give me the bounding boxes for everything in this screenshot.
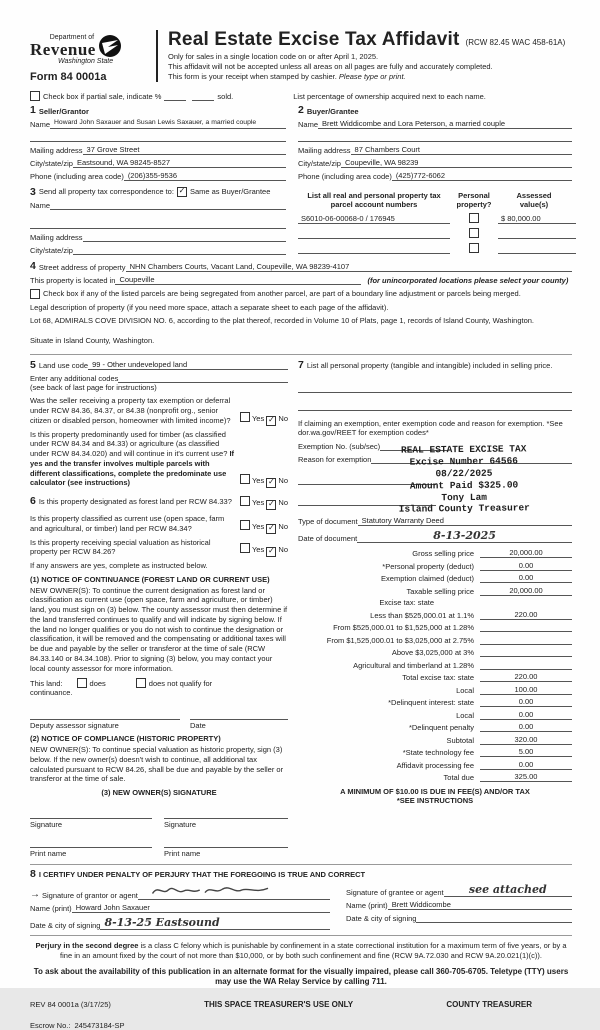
fee-value: 0.00 bbox=[480, 697, 572, 707]
grantor-name-print-value: Howard John Saxauer bbox=[72, 903, 330, 913]
correspondence-name-label: Name bbox=[30, 201, 51, 210]
section3-label: Send all property tax correspondence to: bbox=[38, 187, 174, 197]
grantor-signature-label: Signature of grantor or agent bbox=[42, 891, 138, 901]
revenue-logo-block bbox=[30, 30, 150, 83]
seller-city-value: Eastsound, WA 98245-8527 bbox=[73, 158, 286, 168]
notice-compliance-text: NEW OWNER(S): To continue special valuation as historic property, sign (3) below. If the new owner(s) doesn't wish to continue, all additional tax calculated pursuant to RCW 84.26, shall be due and payable by the seller or transferor at the time of sale. bbox=[30, 745, 284, 784]
header-note-3: This form is your receipt when stamped by cashier. Please type or print. bbox=[168, 72, 406, 82]
grantor-datecity-label: Date & city of signing bbox=[30, 921, 101, 931]
correspondence-mailing-label: Mailing address bbox=[30, 233, 83, 242]
predominate-use-note: If yes and the transfer involves multiple parcels with different classifications, complete the predominate use calculator (see instructions) bbox=[30, 449, 235, 488]
exemption-code-note: If claiming an exemption, enter exemption code and reason for exemption. *See dor.wa.gov/REET for exemption codes* bbox=[298, 418, 563, 438]
fee-value: 220.00 bbox=[480, 672, 572, 682]
fee-value: 0.00 bbox=[480, 710, 572, 720]
continuance-label: continuance. bbox=[30, 688, 73, 698]
buyer-phone-value: (425)772-6062 bbox=[392, 171, 572, 181]
personal-property-label: List all personal property (tangible and intangible) included in selling price. bbox=[306, 360, 553, 370]
unincorporated-note: (for unincorporated locations please select your county) bbox=[367, 275, 569, 285]
logo-revenue-text: Revenue bbox=[30, 40, 96, 59]
header-note-2: This affidavit will not be accepted unless all areas on all pages are fully and accurately completed. bbox=[168, 62, 493, 72]
fee-value bbox=[480, 598, 572, 607]
parcel-row bbox=[298, 228, 576, 239]
seller-city-label: City/state/zip bbox=[30, 158, 73, 168]
segregated-checkbox[interactable] bbox=[30, 289, 40, 299]
revenue-logo-icon bbox=[98, 34, 122, 58]
land-use-code-label: Land use code bbox=[38, 361, 89, 371]
buyer-name-blank-line bbox=[298, 132, 572, 142]
checkbox-check-icon: ✓ bbox=[267, 546, 275, 555]
q4-yes-checkbox[interactable] bbox=[240, 520, 250, 530]
does-not-label: does not qualify for bbox=[148, 679, 213, 689]
section5-number: 5 bbox=[30, 358, 36, 371]
correspondence-mailing-field bbox=[83, 232, 286, 242]
section8-number: 8 bbox=[30, 867, 36, 880]
seller-name-label: Name bbox=[30, 119, 51, 129]
ownership-note: List percentage of ownership acquired next to each name. bbox=[293, 92, 486, 101]
certify-statement: I CERTIFY UNDER PENALTY OF PERJURY THAT THE FOREGOING IS TRUE AND CORRECT bbox=[38, 870, 366, 880]
seller-mailing-label: Mailing address bbox=[30, 145, 83, 155]
additional-codes-label: Enter any additional codes bbox=[30, 374, 119, 384]
land-use-code-value: 99 - Other undeveloped land bbox=[88, 360, 288, 370]
type-of-document-label: Type of document bbox=[298, 517, 358, 526]
section1-title: Seller/Grantor bbox=[38, 106, 89, 116]
grantor-datecity-value: 8-13-25 Eastsound bbox=[100, 916, 330, 930]
grantee-datecity-label: Date & city of signing bbox=[346, 914, 417, 924]
parcel-col-header: List all real and personal property tax parcel account numbers bbox=[307, 190, 441, 209]
seller-phone-value: (206)355-9536 bbox=[124, 171, 286, 181]
assessed-value: $ 80,000.00 bbox=[498, 214, 576, 224]
buyer-name-value: Brett Widdicombe and Lora Peterson, a married couple bbox=[318, 119, 572, 129]
personal-property-field-1 bbox=[298, 383, 572, 393]
new-owners-signature-title: (3) NEW OWNER(S) SIGNATURE bbox=[101, 788, 217, 797]
escrow-label: Escrow No.: bbox=[30, 1021, 71, 1030]
parcel-row bbox=[298, 243, 576, 254]
fee-value: 20,000.00 bbox=[480, 548, 572, 558]
assessed-value-field bbox=[498, 229, 576, 239]
personal-property-col-header: Personal property? bbox=[456, 190, 492, 209]
q1-yes-checkbox[interactable] bbox=[240, 412, 250, 422]
q1-no-checkbox[interactable] bbox=[266, 416, 276, 426]
section-seller bbox=[30, 105, 286, 181]
header-note-1: Only for sales in a single location code on or after April 1, 2025. bbox=[168, 52, 379, 61]
same-as-buyer-label: Same as Buyer/Grantee bbox=[189, 187, 271, 197]
grantor-signature-scrawl bbox=[142, 883, 282, 897]
personal-property-checkbox-1[interactable] bbox=[469, 213, 479, 223]
fee-value bbox=[480, 635, 572, 645]
q4-no-checkbox[interactable] bbox=[266, 524, 276, 534]
does-label: does bbox=[89, 679, 106, 689]
section7-number: 7 bbox=[298, 358, 304, 371]
checkbox-check-icon: ✓ bbox=[178, 185, 186, 195]
q5-yes-checkbox[interactable] bbox=[240, 543, 250, 553]
section-land-use: 5 Land use code 99 - Other undeveloped land Enter any additional codes (see back of last page for instructions) Was the seller receiving a property tax exemption or deferral under RCW 84.36, 84.37, or 84.38 (nonprofit org., senior citizen or disabled person, homeowner with limited income)? Yes ✓ No Is this property predominantly used for timber (as classified under RCW 84.34 and 84.33) or agriculture (as classified under RCW 84.34.020) and will continue in it's current use? If yes and the transfer involves multiple parcels with different classifications, complete the predominate use calculator (see instructions) Yes ✓ No bbox=[30, 358, 288, 488]
parcel-number-field bbox=[298, 244, 450, 254]
rev-number: REV 84 0001a (3/17/25) bbox=[30, 1000, 111, 1010]
new-owner-print-field-1 bbox=[30, 837, 152, 848]
seller-phone-label: Phone (including area code) bbox=[30, 171, 124, 181]
partial-sale-label: Check box if partial sale, indicate % bbox=[43, 92, 162, 101]
q2-yes-checkbox[interactable] bbox=[240, 474, 250, 484]
grantor-signature-field bbox=[138, 883, 330, 900]
q3-no-checkbox[interactable] bbox=[266, 500, 276, 510]
date-of-document-label: Date of document bbox=[298, 534, 358, 543]
fee-value bbox=[480, 660, 572, 670]
section3-number: 3 bbox=[30, 185, 36, 198]
alt-format-note: To ask about the availability of this publication in an alternate format for the visually impaired, please call 360-705-6705. Teletype (TTY) users may use the WA Relay Service by calling 711. bbox=[33, 966, 569, 987]
q5-no-checkbox[interactable] bbox=[266, 547, 276, 557]
see-back-note: (see back of last page for instructions) bbox=[30, 383, 157, 393]
section-tax-correspondence bbox=[30, 187, 286, 256]
assessed-value-col-header: Assessed value(s) bbox=[516, 190, 552, 209]
new-owner-signature-field-2 bbox=[164, 808, 288, 819]
fee-value: 0.00 bbox=[480, 760, 572, 770]
exemption-no-label: Exemption No. (sub/sec) bbox=[298, 442, 381, 451]
treasurer-use-only-label: THIS SPACE TREASURER'S USE ONLY bbox=[204, 1000, 354, 1010]
partial-sale-checkbox[interactable] bbox=[30, 91, 40, 101]
grantee-signature-label: Signature of grantee or agent bbox=[346, 888, 444, 898]
correspondence-city-field bbox=[73, 245, 286, 255]
street-address-label: Street address of property bbox=[38, 262, 126, 272]
new-owner-print-field-2 bbox=[164, 837, 288, 848]
fee-value: 325.00 bbox=[480, 772, 572, 782]
legal-description-label: Legal description of property (if you need more space, attach a separate sheet to each page of the affidavit). bbox=[30, 302, 389, 312]
street-address-value: NHN Chambers Courts, Vacant Land, Coupeville, WA 98239-4107 bbox=[126, 262, 572, 272]
checkbox-check-icon: ✓ bbox=[267, 477, 275, 486]
deputy-date-field bbox=[190, 709, 288, 720]
located-in-blank bbox=[213, 275, 361, 285]
buyer-phone-label: Phone (including area code) bbox=[298, 171, 392, 181]
timber-question: Is this property predominantly used for timber (as classified under RCW 84.34 and 84.33) or agriculture (as classified under RCW 84.34.020) and will continue in it's current use? bbox=[30, 429, 228, 458]
partial-sold-label: sold. bbox=[217, 92, 234, 101]
form-header bbox=[30, 30, 572, 83]
signature-label: Signature bbox=[164, 819, 197, 829]
notice-compliance-title: (2) NOTICE OF COMPLIANCE (HISTORIC PROPERTY) bbox=[30, 734, 221, 744]
section-classifications: 6 Is this property designated as forest land per RCW 84.33? Yes ✓ No Is this property classified as current use (open space, farm and agricultural, or timber) land per RCW 84.34? Yes ✓ No Is this property receiving special valuation as historical property per RCW 84.26? Yes ✓ No If any answers are yes, complete as instructed below. (1) NOTICE OF CONTINUANCE (FOREST LAND OR CURRENT USE) NEW OWNER(S): To continue the current designation as forest land or classification as current use (open space, farm and agriculture, or timber) land, you must sign on (3) below. The county assessor must then determine if the land transferred continues to qualify and will indicate by signing below. If the land no longer qualifies or you do not wish to continue the designation or classification, it will be removed and the compensating or additional taxes will be due and payable by the seller or transferor at the time of sale (RCW 84.33.140 or 84.34.108). Prior to signing (3) below, you may contact your local county assessor for more information. This land: does does not qualify for continuance. Deputy assessor signature Date (2) NOTICE OF COMPLIANCE (HISTORIC PROPERTY) NEW OWNER(S): To continue special valuation as historic property, sign (3) below. If the new owner(s) doesn't wish to continue, all additional tax calculated pursuant to RCW 84.26, shall be due and payable by the seller or transferor at the time of sale. (3) NEW OWNER(S) SIGNATURE Signature Signature Print name Print name bbox=[30, 495, 288, 858]
forest-land-question: Is this property designated as forest land per RCW 84.33? bbox=[38, 497, 232, 506]
perjury-note-bold: Perjury in the second degree bbox=[35, 941, 139, 951]
current-use-question: Is this property classified as current use (open space, farm and agricultural, or timber) land per RCW 84.34? bbox=[30, 514, 225, 533]
deputy-date-label: Date bbox=[190, 721, 206, 731]
segregated-label: Check box if any of the listed parcels are being segregated from another parcel, are part of a boundary line adjustment or parcels being merged. bbox=[43, 288, 521, 298]
section1-number: 1 bbox=[30, 104, 36, 116]
partial-percent-field-2 bbox=[192, 91, 214, 101]
fee-value: 0.00 bbox=[480, 722, 572, 732]
fee-table: Gross selling price 20,000.00 *Personal property (deduct) 0.00 Exemption claimed (deduct) 0.00 Taxable selling price 20,000.00 Excise tax: state Less than $525,000.01 at 1.1% 220.00 From $525,000.01 to $1,525,000 at 1.28% From $1,525,000.01 to $3,025,000 at 2.75% Above $3,025,000 at 3% Agricultural and timberland at 1.28% Total excise tax: state 220.00 Local 100.00 *Delinquent interest: state 0.00 Local 0.00 *Delinquent penalty 0.00 Subtotal 320.00 *State technology fee 5.00 Affidavit processing fee 0.00 Total due 325.00 bbox=[298, 548, 572, 782]
grantee-datecity-field bbox=[416, 913, 572, 923]
legal-description-text: Lot 68, ADMIRALS COVE DIVISION NO. 6, according to the plat thereof, recorded in Volume 10 of Plats, page 1, records of Island County, Washington. bbox=[30, 316, 535, 326]
perjury-note: is a class C felony which is punishable by confinement in a state correctional institution for a maximum term of five years, or by a fine in an amount fixed by the court of not more than $10,000, or by both such confinement and fine (RCW 9A.72.030 and RCW 9A.20.021(1)(c)). bbox=[60, 941, 567, 961]
logo-dept-text: Department of bbox=[49, 34, 95, 41]
fee-value: 220.00 bbox=[480, 610, 572, 620]
does-checkbox[interactable] bbox=[77, 678, 87, 688]
located-in-label: This property is located in bbox=[30, 275, 116, 285]
parcel-table bbox=[298, 187, 576, 256]
correspondence-city-label: City/state/zip bbox=[30, 246, 73, 255]
logo-state-text: Washington State bbox=[58, 58, 114, 65]
treasurer-stamp: REAL ESTATE EXCISE TAX Excise Number 64566 08/22/2025 Amount Paid $325.00 Tony Lam Island County Treasurer bbox=[398, 443, 530, 515]
form-number: Form 84 0001a bbox=[30, 71, 107, 83]
print-name-label: Print name bbox=[30, 848, 67, 858]
if-yes-note: If any answers are yes, complete as instructed below. bbox=[30, 561, 208, 570]
section2-title: Buyer/Grantee bbox=[306, 106, 359, 116]
date-of-document-value: 8-13-2025 bbox=[357, 529, 572, 543]
grantee-name-print-value: Brett Widdicombe bbox=[388, 900, 572, 910]
fee-value: 5.00 bbox=[480, 747, 572, 757]
personal-property-field-2 bbox=[298, 401, 572, 411]
section-property-address bbox=[30, 261, 572, 346]
situate-text: Situate in Island County, Washington. bbox=[30, 336, 155, 345]
grantee-name-print-label: Name (print) bbox=[346, 901, 388, 911]
reason-exemption-label: Reason for exemption bbox=[298, 455, 372, 464]
form-title: Real Estate Excise Tax Affidavit bbox=[168, 29, 460, 50]
print-name-label: Print name bbox=[164, 848, 201, 858]
fee-value: 0.00 bbox=[480, 573, 572, 583]
checkbox-check-icon: ✓ bbox=[267, 522, 275, 532]
fee-value: 320.00 bbox=[480, 735, 572, 745]
fee-value: 100.00 bbox=[480, 685, 572, 695]
section4-number: 4 bbox=[30, 260, 36, 272]
notice-continuance-title: (1) NOTICE OF CONTINUANCE (FOREST LAND OR CURRENT USE) bbox=[30, 574, 270, 584]
fee-value: 20,000.00 bbox=[480, 586, 572, 596]
type-of-document-value: Statutory Warranty Deed bbox=[358, 516, 572, 526]
see-instructions-note: *SEE INSTRUCTIONS bbox=[396, 796, 474, 805]
arrow-icon: → bbox=[30, 889, 40, 901]
partial-percent-field-1 bbox=[164, 91, 186, 101]
checkbox-check-icon: ✓ bbox=[267, 499, 275, 508]
section-personal-property-fees bbox=[298, 360, 572, 858]
located-in-value: Coupeville bbox=[115, 275, 213, 285]
section6-number: 6 bbox=[30, 495, 36, 507]
fee-value bbox=[480, 647, 572, 657]
signature-label: Signature bbox=[30, 819, 63, 829]
seller-name-value: Howard John Saxauer and Susan Lewis Saxauer, a married couple bbox=[50, 119, 286, 129]
fee-value: 0.00 bbox=[480, 561, 572, 571]
personal-property-checkbox-2[interactable] bbox=[469, 228, 479, 238]
buyer-mailing-label: Mailing address bbox=[298, 145, 351, 155]
type-or-print-note: Please type or print. bbox=[338, 72, 406, 82]
new-owner-signature-field-1 bbox=[30, 808, 152, 819]
section-buyer bbox=[298, 105, 572, 181]
escrow-value: 245473184-SP bbox=[74, 1021, 125, 1030]
q2-no-checkbox[interactable] bbox=[266, 478, 276, 488]
buyer-city-value: Coupeville, WA 98239 bbox=[341, 158, 572, 168]
q3-yes-checkbox[interactable] bbox=[240, 496, 250, 506]
form-rcw-reference: (RCW 82.45 WAC 458-61A) bbox=[465, 38, 566, 47]
buyer-name-label: Name bbox=[298, 119, 319, 129]
minimum-due-note: A MINIMUM OF $10.00 IS DUE IN FEE(S) AND/OR TAX bbox=[340, 787, 530, 796]
county-treasurer-label: COUNTY TREASURER bbox=[446, 1000, 532, 1010]
grantee-signature-value: see attached bbox=[444, 883, 572, 897]
seller-mailing-value: 37 Grove Street bbox=[83, 145, 286, 155]
additional-codes-field bbox=[118, 373, 288, 383]
parcel-number-value: S6010-06-00068-0 / 176945 bbox=[298, 214, 450, 224]
grantor-name-print-label: Name (print) bbox=[30, 904, 72, 914]
notice-continuance-text: NEW OWNER(S): To continue the current designation as forest land or classification as current use (open space, farm and agriculture, or timber) land, you must sign on (3) below. The county assessor must then determine if the land transferred continues to qualify and will indicate by signing below. If the land no longer qualifies or you do not wish to continue the designation or classification, it will be removed and the compensating or additional taxes will be due and payable by the seller or transferor at the time of sale (RCW 84.33.140 or 84.34.108). Prior to signing (3) below, you may contact your local county assessor for more information. bbox=[30, 585, 288, 673]
this-land-label: This land: bbox=[30, 679, 63, 689]
exemption-deferral-question: Was the seller receiving a property tax exemption or deferral under RCW 84.36, 84.37, or 84.38 (nonprofit org., senior citizen or disabled person, homeowner with limited income)? bbox=[30, 396, 231, 425]
section2-number: 2 bbox=[298, 104, 304, 116]
correspondence-name-field bbox=[50, 200, 286, 210]
parcel-row bbox=[298, 213, 576, 224]
buyer-mailing-value: 87 Chambers Court bbox=[351, 145, 572, 155]
buyer-city-label: City/state/zip bbox=[298, 158, 341, 168]
section-certification bbox=[30, 864, 572, 931]
historical-question: Is this property receiving special valuation as historical property per RCW 84.26? bbox=[30, 537, 211, 557]
assessed-value-field bbox=[498, 244, 576, 254]
deputy-assessor-signature-field bbox=[30, 709, 180, 720]
personal-property-checkbox-3[interactable] bbox=[469, 243, 479, 253]
does-not-checkbox[interactable] bbox=[136, 678, 146, 688]
seller-name-blank-line bbox=[30, 132, 286, 142]
parcel-number-field bbox=[298, 229, 450, 239]
same-as-buyer-checkbox[interactable] bbox=[177, 187, 187, 197]
fee-value bbox=[480, 622, 572, 632]
deputy-assessor-label: Deputy assessor signature bbox=[30, 721, 119, 731]
correspondence-blank-line bbox=[30, 219, 286, 229]
form-footer bbox=[30, 935, 572, 1030]
checkbox-check-icon: ✓ bbox=[267, 414, 275, 424]
